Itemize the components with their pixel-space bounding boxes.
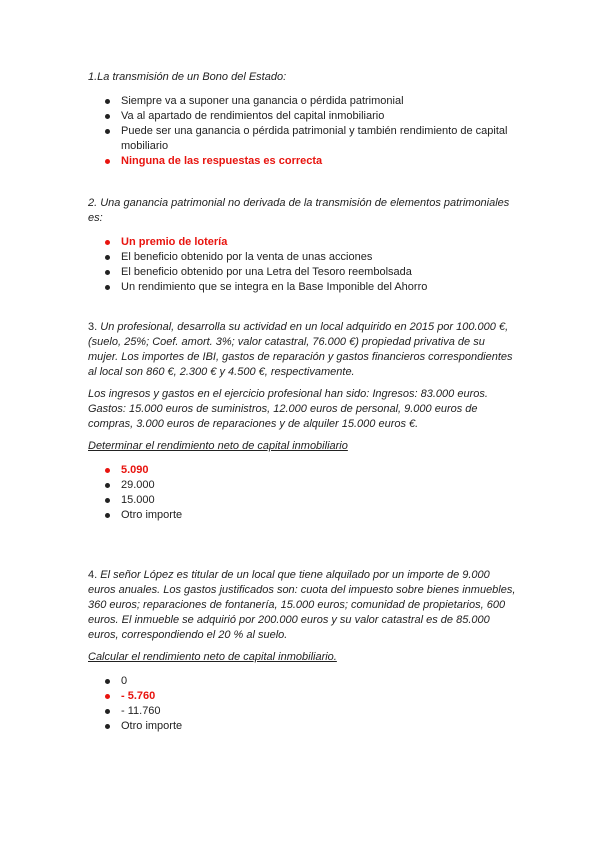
bullet-icon [105,129,110,134]
bullet-icon [105,285,110,290]
question-3 [88,320,518,523]
question-1-options [88,94,518,169]
bullet-icon [105,99,110,104]
bullet-icon [105,694,110,699]
bullet-icon [105,114,110,119]
question-4-statement: 4. El señor López es titular de un local que tiene alquilado por un importe de 9.000 euros anuales. Los gastos justificados son: cuota del impuesto sobre bienes inmuebles, 360 euros; reparaciones de fontanería, 15.000 euros; comunidad de propietarios, 600 euros. El inmueble se adquirió por 200.000 euros y su valor catastral es de 85.000 euros, correspondiendo el 20 % al suelo. [88,569,516,641]
bullet-icon [105,483,110,488]
bullet-icon [105,468,110,473]
option: Un rendimiento que se integra en la Base Imponible del Ahorro [88,280,518,295]
bullet-icon [105,724,110,729]
option: Otro importe [88,719,518,734]
question-3-statement: 3. Un profesional, desarrolla su actividad en un local adquirido en 2015 por 100.000 €, (suelo, 25%; Coef. amort. 3%; valor catastral, 76.000 €) propiedad privativa de su mujer. Los importes de IBI, gastos de reparación y gastos financieros correspondientes al local son 860 €, 2.300 € y 4.500 €, respectivamente. [88,321,513,378]
option-correct: 5.090 [88,463,518,478]
option: Siempre va a suponer una ganancia o pérdida patrimonial [88,94,518,109]
option-correct: Ninguna de las respuestas es correcta [88,154,518,169]
question-2 [88,196,518,295]
question-1 [88,70,518,169]
option-correct: - 5.760 [88,689,518,704]
question-4 [88,568,518,734]
option: 0 [88,674,518,689]
question-3-task: Determinar el rendimiento neto de capital inmobiliario [88,440,348,452]
question-3-options [88,463,518,523]
option: Va al apartado de rendimientos del capital inmobiliario [88,109,518,124]
question-2-title: 2. Una ganancia patrimonial no derivada de la transmisión de elementos patrimoniales es: [88,197,510,224]
bullet-icon [105,513,110,518]
bullet-icon [105,255,110,260]
option: Puede ser una ganancia o pérdida patrimonial y también rendimiento de capital mobiliario [88,124,518,154]
option: Otro importe [88,508,518,523]
bullet-icon [105,240,110,245]
question-4-options [88,674,518,734]
question-4-task: Calcular el rendimiento neto de capital inmobiliario. [88,651,337,663]
option: El beneficio obtenido por la venta de unas acciones [88,250,518,265]
question-2-options [88,235,518,295]
bullet-icon [105,679,110,684]
option: 29.000 [88,478,518,493]
question-3-extra: Los ingresos y gastos en el ejercicio profesional han sido: Ingresos: 83.000 euros. Gastos: 15.000 euros de suministros, 12.000 euros de personal, 9.000 euros de compras, 3.000 euros de reparaciones y de alquiler 15.000 euros €. [88,388,488,430]
option: 15.000 [88,493,518,508]
option: - 11.760 [88,704,518,719]
option-correct: Un premio de lotería [88,235,518,250]
bullet-icon [105,159,110,164]
bullet-icon [105,270,110,275]
bullet-icon [105,498,110,503]
option: El beneficio obtenido por una Letra del Tesoro reembolsada [88,265,518,280]
question-1-title: 1.La transmisión de un Bono del Estado: [88,71,287,83]
bullet-icon [105,709,110,714]
